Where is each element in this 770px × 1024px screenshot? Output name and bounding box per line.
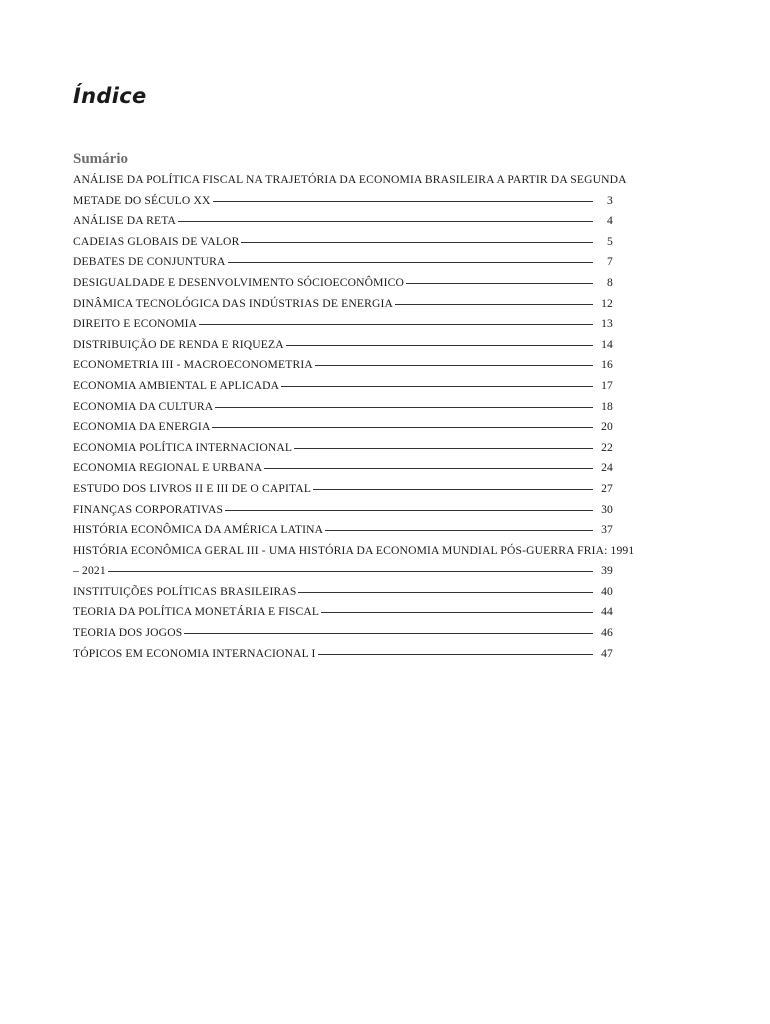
toc-page-number: 16 (601, 358, 613, 372)
table-of-contents (73, 170, 635, 664)
toc-entry-row (73, 500, 613, 521)
toc-page-number: 20 (601, 420, 613, 434)
toc-entry-row (73, 211, 613, 232)
toc-entry-row (73, 397, 613, 418)
toc-entry-row (73, 458, 613, 479)
toc-entry[interactable] (73, 602, 613, 623)
toc-entry-title: ECONOMIA DA CULTURA (73, 399, 214, 413)
toc-entry-title: ECONOMIA REGIONAL E URBANA (73, 461, 263, 475)
toc-entry[interactable] (73, 417, 613, 438)
toc-leader-line (212, 427, 593, 428)
toc-page-number: 44 (601, 605, 613, 619)
toc-entry[interactable] (73, 500, 613, 521)
toc-entry-row (73, 335, 613, 356)
toc-entry-title: DINÂMICA TECNOLÓGICA DAS INDÚSTRIAS DE ENERGIA (73, 296, 394, 310)
toc-entry-title: DISTRIBUIÇÃO DE RENDA E RIQUEZA (73, 337, 284, 351)
toc-leader-line (108, 571, 593, 572)
toc-entry[interactable] (73, 170, 627, 211)
toc-entry-row (73, 561, 613, 582)
toc-entry[interactable] (73, 376, 613, 397)
toc-entry-title: INSTITUIÇÕES POLÍTICAS BRASILEIRAS (73, 584, 297, 598)
toc-leader-line (184, 633, 593, 634)
toc-entry-title: ECONOMETRIA III - MACROECONOMETRIA (73, 358, 313, 372)
toc-entry[interactable] (73, 479, 613, 500)
toc-entry[interactable] (73, 541, 635, 582)
toc-leader-line (178, 221, 593, 222)
toc-entry[interactable] (73, 314, 613, 335)
toc-entry-title: CADEIAS GLOBAIS DE VALOR (73, 234, 240, 248)
toc-page-number: 13 (601, 317, 613, 331)
toc-page-number: 22 (601, 440, 613, 454)
toc-page-number: 24 (601, 461, 613, 475)
toc-entry[interactable] (73, 355, 613, 376)
toc-entry[interactable] (73, 211, 613, 232)
toc-entry-title: ECONOMIA AMBIENTAL E APLICADA (73, 378, 280, 392)
toc-entry[interactable] (73, 582, 613, 603)
toc-page-number: 18 (601, 399, 613, 413)
toc-entry-row (73, 376, 613, 397)
toc-entry-title: METADE DO SÉCULO XX (73, 193, 211, 207)
toc-page-number: 27 (601, 481, 613, 495)
toc-leader-line (286, 345, 593, 346)
toc-page-number: 47 (601, 646, 613, 660)
toc-leader-line (241, 242, 593, 243)
toc-leader-line (406, 283, 593, 284)
toc-entry[interactable] (73, 335, 613, 356)
toc-entry-title: DESIGUALDADE E DESENVOLVIMENTO SÓCIOECONÔMICO (73, 275, 405, 289)
toc-page-number: 3 (607, 193, 613, 207)
toc-leader-line (294, 448, 593, 449)
toc-entry-title: DIREITO E ECONOMIA (73, 317, 198, 331)
toc-entry-title: ESTUDO DOS LIVROS II E III DE O CAPITAL (73, 481, 312, 495)
toc-entry-row (73, 273, 613, 294)
toc-leader-line (298, 592, 593, 593)
toc-entry-title-line: ANÁLISE DA POLÍTICA FISCAL NA TRAJETÓRIA DA ECONOMIA BRASILEIRA A PARTIR DA SEGUNDA (73, 173, 627, 186)
toc-page-number: 37 (601, 523, 613, 537)
toc-leader-line (318, 654, 594, 655)
toc-entry-row (73, 417, 613, 438)
toc-leader-line (281, 386, 593, 387)
toc-page-number: 39 (601, 564, 613, 578)
toc-page-number: 40 (601, 584, 613, 598)
toc-page-number: 30 (601, 502, 613, 516)
toc-entry[interactable] (73, 438, 613, 459)
toc-entry-title: ANÁLISE DA RETA (73, 214, 177, 228)
toc-entry-row (73, 623, 613, 644)
index-title: Índice (73, 84, 147, 108)
toc-page-number: 46 (601, 626, 613, 640)
toc-leader-line (321, 612, 593, 613)
toc-leader-line (315, 365, 593, 366)
toc-entry[interactable] (73, 252, 613, 273)
toc-leader-line (395, 304, 593, 305)
toc-entry-row (73, 191, 613, 212)
toc-entry-title: DEBATES DE CONJUNTURA (73, 255, 226, 269)
toc-entry-row (73, 438, 613, 459)
toc-entry-row (73, 602, 613, 623)
toc-entry-title: ECONOMIA POLÍTICA INTERNACIONAL (73, 440, 293, 454)
toc-entry-row (73, 479, 613, 500)
toc-entry-row (73, 294, 613, 315)
toc-entry[interactable] (73, 232, 613, 253)
toc-entry-title: ECONOMIA DA ENERGIA (73, 420, 211, 434)
toc-page-number: 4 (607, 214, 613, 228)
summary-subtitle: Sumário (73, 151, 129, 167)
toc-entry-title: FINANÇAS CORPORATIVAS (73, 502, 224, 516)
toc-leader-line (213, 201, 594, 202)
toc-leader-line (225, 510, 593, 511)
toc-entry-row (73, 232, 613, 253)
toc-entry[interactable] (73, 623, 613, 644)
toc-page-number: 14 (601, 337, 613, 351)
toc-page-number: 5 (607, 234, 613, 248)
toc-leader-line (215, 407, 593, 408)
toc-entry-title: HISTÓRIA ECONÔMICA DA AMÉRICA LATINA (73, 523, 324, 537)
toc-entry-row (73, 355, 613, 376)
toc-entry-row (73, 582, 613, 603)
toc-entry-title: TEORIA DA POLÍTICA MONETÁRIA E FISCAL (73, 605, 320, 619)
toc-entry-title: TEORIA DOS JOGOS (73, 626, 183, 640)
toc-entry[interactable] (73, 273, 613, 294)
toc-leader-line (313, 489, 593, 490)
toc-entry[interactable] (73, 520, 613, 541)
toc-entry-row (73, 520, 613, 541)
toc-page-number: 8 (607, 275, 613, 289)
toc-leader-line (264, 468, 593, 469)
toc-entry-title: TÓPICOS EM ECONOMIA INTERNACIONAL I (73, 646, 316, 660)
toc-page-number: 7 (607, 255, 613, 269)
toc-leader-line (228, 262, 593, 263)
toc-leader-line (199, 324, 593, 325)
toc-leader-line (325, 530, 593, 531)
toc-entry[interactable] (73, 644, 613, 665)
toc-page-number: 17 (601, 378, 613, 392)
toc-entry-title-line: HISTÓRIA ECONÔMICA GERAL III - UMA HISTÓRIA DA ECONOMIA MUNDIAL PÓS-GUERRA FRIA: 1991 (73, 543, 635, 557)
toc-entry-row (73, 644, 613, 665)
toc-entry[interactable] (73, 294, 613, 315)
toc-entry[interactable] (73, 397, 613, 418)
toc-entry-title: – 2021 (73, 564, 106, 578)
toc-entry[interactable] (73, 458, 613, 479)
toc-entry-row (73, 314, 613, 335)
toc-page-number: 12 (601, 296, 613, 310)
toc-entry-row (73, 252, 613, 273)
